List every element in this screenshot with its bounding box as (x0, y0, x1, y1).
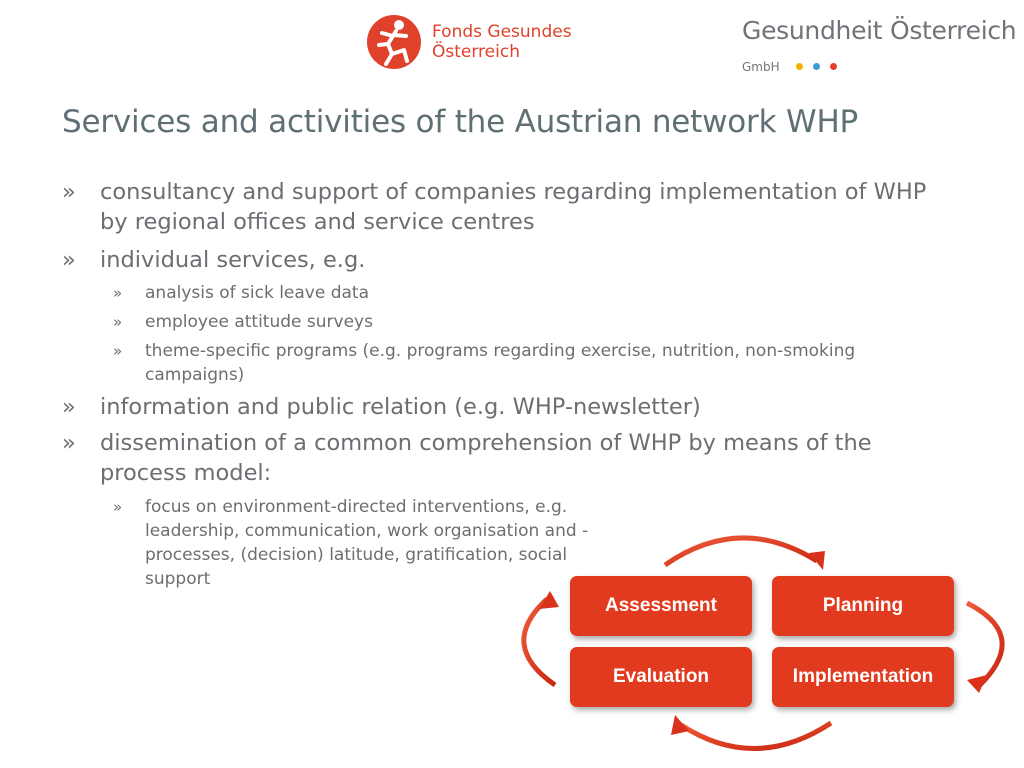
cycle-arrows (505, 525, 1017, 757)
cycle-box-implementation: Implementation (772, 647, 954, 707)
goeg-dot-yellow (796, 63, 803, 70)
bullet-marker: » (62, 247, 76, 273)
cycle-box-assessment: Assessment (570, 576, 752, 636)
fgoe-runner-icon (366, 14, 422, 70)
bullet-marker: » (62, 430, 76, 456)
bullet-marker: » (113, 284, 123, 302)
bullet-marker: » (62, 179, 76, 205)
bullet-marker: » (113, 342, 123, 360)
bullet-text: consultancy and support of companies regarding implementation of WHP by regional offices and service centres (100, 179, 927, 235)
process-cycle-diagram (505, 525, 1017, 757)
page-title: Services and activities of the Austrian network WHP (62, 104, 859, 140)
bullet-marker: » (113, 313, 123, 331)
bullet-text: individual services, e.g. (100, 247, 366, 273)
arrow-right (967, 603, 1002, 685)
goeg-dots (796, 63, 856, 71)
arrow-bottom (681, 723, 831, 749)
arrow-top (665, 538, 817, 565)
goeg-name: Gesundheit Österreich (742, 16, 1017, 45)
goeg-dot-blue (813, 63, 820, 70)
bullet-text: employee attitude surveys (145, 312, 373, 332)
bullet-marker: » (113, 498, 123, 516)
goeg-sub: GmbH (742, 60, 780, 74)
goeg-dot-red (830, 63, 837, 70)
fgoe-logo (366, 14, 596, 72)
fgoe-name (432, 22, 572, 62)
bullet-text: focus on environment-directed interventions, e.g. leadership, communication, work organisation and -processes, (decision) latitude, gratification, social support (145, 497, 589, 589)
cycle-box-planning: Planning (772, 576, 954, 636)
bullet-text: theme-specific programs (e.g. programs regarding exercise, nutrition, non-smoking campaigns) (145, 341, 856, 385)
arrow-bottom-head (671, 715, 689, 735)
cycle-box-evaluation: Evaluation (570, 647, 752, 707)
bullet-text: analysis of sick leave data (145, 283, 370, 303)
arrow-left-head (539, 591, 559, 609)
fgoe-name-line2: Österreich (432, 42, 520, 62)
bullet-marker: » (62, 394, 76, 420)
goeg-logo (742, 14, 1017, 74)
bullet-text: information and public relation (e.g. WHP-newsletter) (100, 394, 701, 420)
bullet-text: dissemination of a common comprehension of WHP by means of the process model: (100, 430, 872, 486)
arrow-left (524, 599, 555, 685)
fgoe-name-line1: Fonds Gesundes (432, 22, 572, 42)
